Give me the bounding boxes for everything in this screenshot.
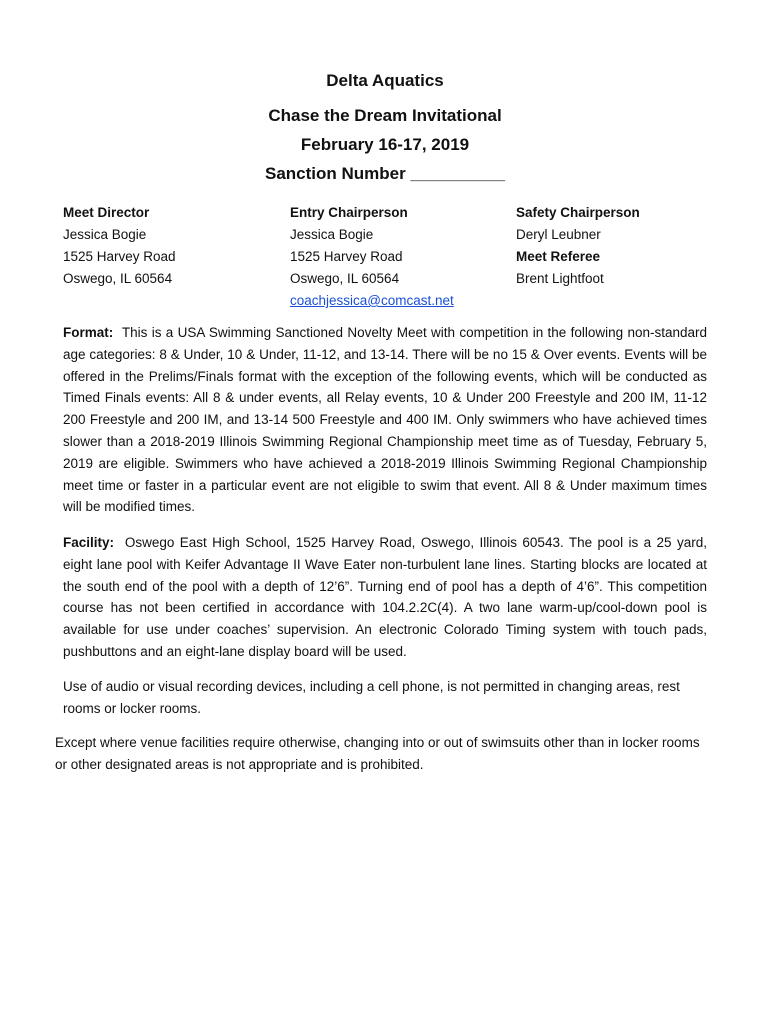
entry-chairperson-address: 1525 Harvey Road <box>290 249 403 264</box>
recording-policy-paragraph: Use of audio or visual recording devices, including a cell phone, is not permitted in changing areas, rest rooms or locker rooms. <box>63 679 680 716</box>
meet-director-block <box>63 202 176 290</box>
safety-chairperson-heading: Safety Chairperson <box>516 205 640 220</box>
facility-paragraph <box>63 532 707 663</box>
officials-block <box>516 202 640 290</box>
meet-name: Chase the Dream Invitational <box>268 106 502 125</box>
safety-chairperson-name: Deryl Leubner <box>516 227 601 242</box>
format-text: This is a USA Swimming Sanctioned Novelty Meet with competition in the following non-standard age categories: 8 & Under, 10 & Under, 11-12, and 13-14. There will be no 15 & Over events. Events will be offered in the Prelims/Finals format with the exception of the following events, which will be conducted as Timed Finals events: All 8 & under events, all Relay events, 10 & Under 200 Freestyle and 200 IM, 11-12 200 Freestyle and 200 IM, and 13-14 500 Freestyle and 400 IM. Only swimmers who have achieved times slower than a 2018-2019 Illinois Swimming Regional Championship meet time as of Tuesday, February 5, 2019 are eligible. Swimmers who have achieved a 2018-2019 Illinois Swimming Regional Championship meet time or faster in a particular event are not eligible to swim that event. All 8 & Under maximum times will be modified times. <box>63 325 707 515</box>
title-block <box>0 66 770 188</box>
changing-policy-paragraph: Except where venue facilities require otherwise, changing into or out of swimsuits other than in locker rooms or other designated areas is not appropriate and is prohibited. <box>55 735 700 772</box>
facility-text: Oswego East High School, 1525 Harvey Road, Oswego, Illinois 60543. The pool is a 25 yard, eight lane pool with Keifer Advantage II Wave Eater non-turbulent lane lines. Starting blocks are located at the south end of the pool with a depth of 12’6”. Turning end of pool has a depth of 4’6”. This competition course has not been certified in accordance with 104.2.2C(4). A two lane warm-up/cool-down pool is available for use under coaches’ supervision. An electronic Colorado Timing system with touch pads, pushbuttons and an eight-lane display board will be used. <box>63 535 707 659</box>
meet-director-name: Jessica Bogie <box>63 227 147 242</box>
entry-chairperson-city: Oswego, IL 60564 <box>290 271 400 286</box>
entry-chairperson-block <box>290 202 454 312</box>
meet-director-heading: Meet Director <box>63 205 150 220</box>
sanction-number: Sanction Number __________ <box>264 164 505 183</box>
entry-chairperson-name: Jessica Bogie <box>290 227 374 242</box>
format-paragraph <box>63 322 707 518</box>
org-title: Delta Aquatics <box>326 71 444 90</box>
entry-chairperson-email-link[interactable]: coachjessica@comcast.net <box>290 293 454 308</box>
meet-dates: February 16-17, 2019 <box>300 135 470 154</box>
format-label: Format: <box>63 325 114 340</box>
meet-director-city: Oswego, IL 60564 <box>63 271 173 286</box>
meet-referee-heading: Meet Referee <box>516 249 601 264</box>
meet-director-address: 1525 Harvey Road <box>63 249 176 264</box>
entry-chairperson-heading: Entry Chairperson <box>290 205 408 220</box>
facility-label: Facility: <box>63 535 115 550</box>
meet-referee-name: Brent Lightfoot <box>516 271 604 286</box>
